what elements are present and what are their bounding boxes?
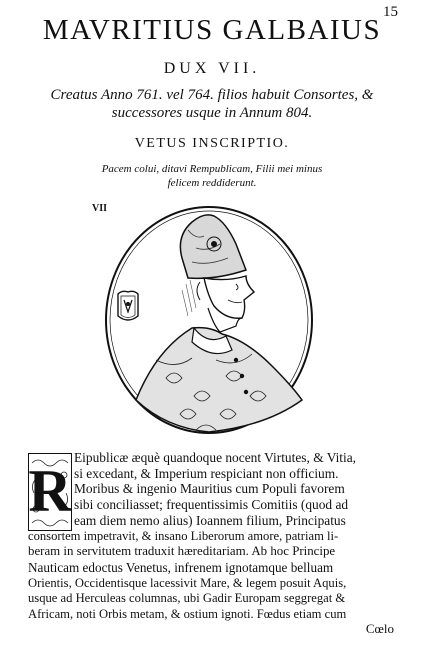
catchword: Cœlo xyxy=(365,621,394,636)
body-line: usque ad Herculeas columnas, ubi Gadir Europam seggregat & xyxy=(28,591,346,606)
body-line: Eipublicæ æquè quandoque nocent Virtutes, & Vitia, xyxy=(74,450,357,465)
body-text xyxy=(28,450,400,623)
page-number: 15 xyxy=(383,4,398,20)
drop-cap-letter: R xyxy=(28,458,72,524)
body-line: Nauticam edoctus Venetus, infrenem ignotamque belluam xyxy=(28,559,334,575)
motto-line: felicem reddiderunt. xyxy=(167,177,257,189)
creation-note-line: Creatus Anno 761. vel 764. filios habuit Consortes, & xyxy=(50,87,374,103)
body-line: Moribus & ingenio Mauritius cum Populi favorem xyxy=(74,481,345,497)
plate-number: VII xyxy=(92,203,108,214)
body-line: beram in servitutem traduxit hæreditariam. Ab hoc Principe xyxy=(28,544,336,559)
creation-note-line: successores usque in Annum 804. xyxy=(111,105,313,121)
coat-of-arms-icon xyxy=(118,291,138,320)
body-line: consortem impetravit, & insano Liberorum amore, patriam li- xyxy=(28,528,339,543)
body-line: sibi conciliasset; frequentissimis Comitiis (quod ad xyxy=(74,497,349,513)
body-line: Africam, noti Orbis metam, & ostium ignoti. Fœdus etiam cum xyxy=(28,607,347,622)
doge-portrait-engraving xyxy=(96,200,326,440)
motto-line: Pacem colui, ditavi Rempublicam, Filii mei minus xyxy=(101,163,323,175)
body-line: si excedant, & Imperium respiciant non officium. xyxy=(74,465,339,481)
body-line: Orientis, Occidentisque lacessivit Mare, & legem posuit Aquis, xyxy=(28,575,347,590)
body-line: eam diem nemo alius) Ioannem filium, Principatus xyxy=(74,512,346,528)
page-title: MAVRITIUS GALBAIUS xyxy=(42,14,382,46)
page-subtitle: DUX VII. xyxy=(163,60,261,77)
inscription-motto xyxy=(0,162,424,190)
creation-note xyxy=(0,86,424,122)
inscription-heading: VETUS INSCRIPTIO. xyxy=(134,136,290,151)
